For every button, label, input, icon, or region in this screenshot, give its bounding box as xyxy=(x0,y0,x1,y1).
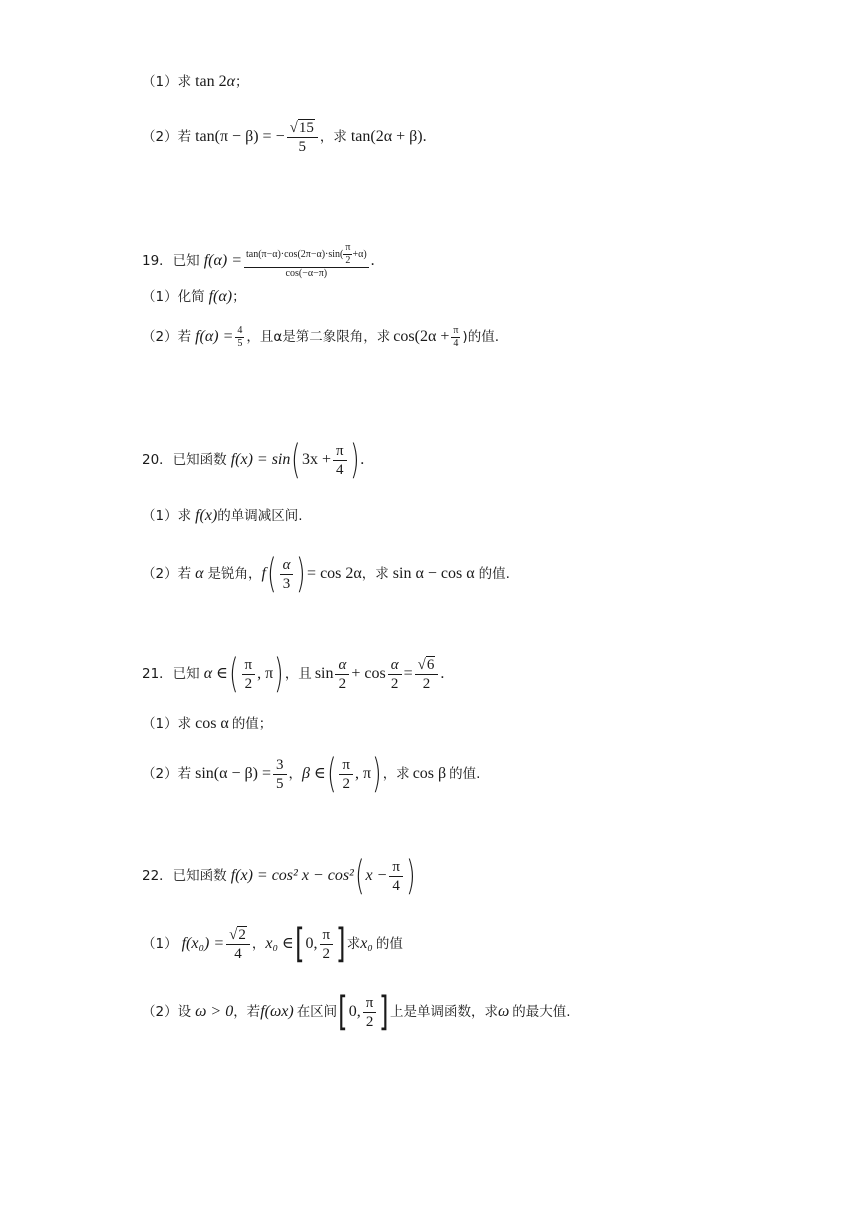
q20-statement: 20．已知函数 f(x) = sin ( 3x + $\frac{\pi}{4}$ ) . xyxy=(142,437,365,483)
q19-part2: （2）若 f(α) = $\frac{4}{5}$ ，且α是第二象限角，求 cos(2α + $\frac{\pi}{4}$ )的值. xyxy=(142,324,499,349)
q20-part1: （1）求 f(x) 的单调减区间. xyxy=(142,507,303,524)
q22-statement: 22．已知函数 f(x) = cos² x − cos² ( x − $\frac{\pi}{4}$ ) xyxy=(142,853,416,899)
q22-part1: （1） f(x₀) = $\frac{√2}{4}$ ， x₀ ∈ [ 0, $\frac{\pi}{2}$ ] 求 x₀ 的值 xyxy=(142,921,403,967)
q20-part2: （2）若 α 是锐角， f ( $\frac{\alpha}{3}$ ) = cos 2α ，求 sin α − cos α 的值. xyxy=(142,551,510,597)
q21-statement: 21．已知 α ∈ ( $\frac{\pi}{2}$ , π ) ，且 sin $\frac{\alpha}{2}$ + cos $\frac{\alpha}{2}$ = $\frac{√6}{2}$ . xyxy=(142,651,445,697)
q19-part1: （1）化简 f(α) ； xyxy=(142,288,246,305)
q21-part2: （2）若 sin(α − β) = $\frac{3}{5}$ ， β ∈ ( $\frac{\pi}{2}$ , π ) ，求 cos β 的值. xyxy=(142,751,481,797)
q21-part1: （1）求 cos α 的值； xyxy=(142,715,273,732)
q18-part1: （1）求 tan 2 α ； xyxy=(142,73,249,90)
q19-statement: 19．已知 f(α) = tan(π−α)·cos(2π−α)·sin( $\frac{\pi}{2}$ +α) cos(−α−π) . xyxy=(142,242,375,279)
q22-part2: （2）设 ω > 0 ，若 f(ωx) 在区间 [ 0, $\frac{\pi}{2}$ ] 上是单调函数，求 ω 的最大值. xyxy=(142,989,571,1035)
fraction: $\frac{√15}{5}$ xyxy=(287,119,318,156)
fraction: tan(π−α)·cos(2π−α)·sin( $\frac{\pi}{2}$ +α) cos(−α−π) xyxy=(245,242,367,279)
q18-part2: （2）若 tan(π − β) = − $\frac{√15}{5}$ ，求 tan(2α + β) . xyxy=(142,119,427,155)
